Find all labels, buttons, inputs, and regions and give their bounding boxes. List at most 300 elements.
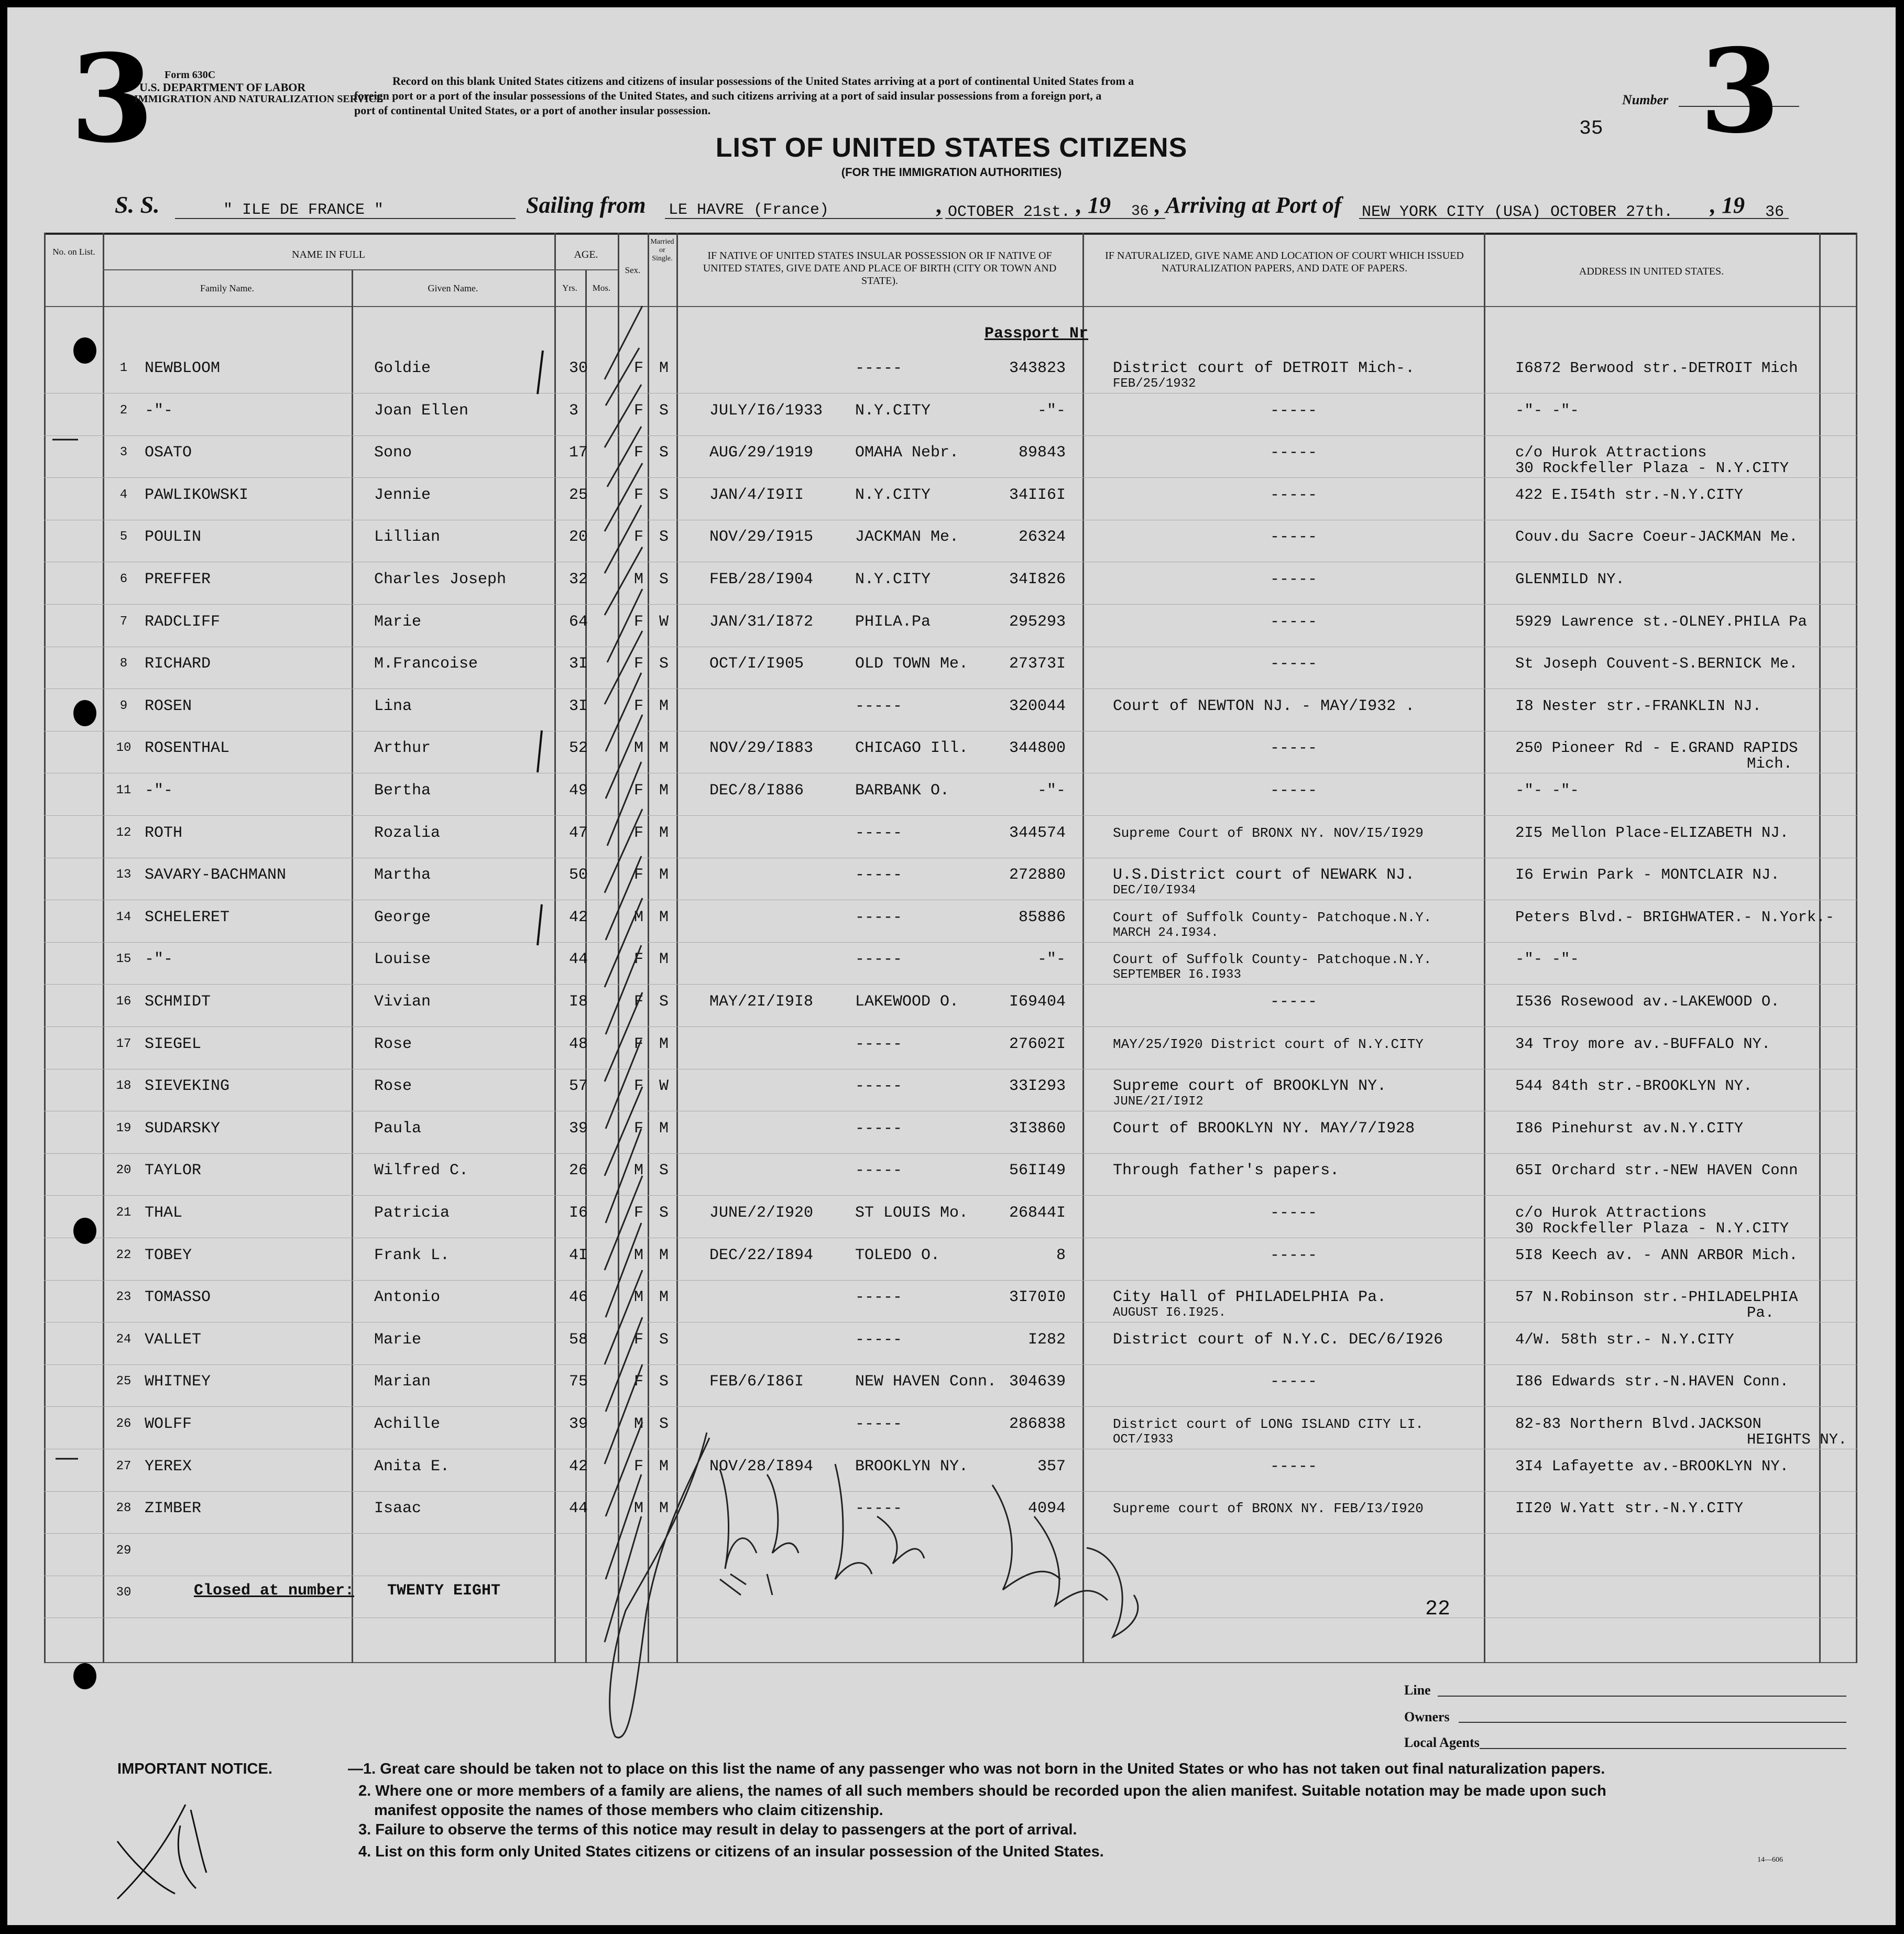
cell-no: 16 <box>116 995 132 1009</box>
cell-family: -"- <box>145 782 173 800</box>
cell-given: Vivian <box>374 993 431 1011</box>
cell-court: JUNE/2I/I9I2 <box>1113 1095 1203 1109</box>
cell-birth-place: ----- <box>855 1077 903 1096</box>
cell-family: SIEGEL <box>145 1035 202 1053</box>
cell-court: SEPTEMBER I6.I933 <box>1113 968 1241 982</box>
cell-birth-date: NOV/29/I915 <box>709 528 814 547</box>
cell-family: SCHELERET <box>145 908 230 926</box>
ss-label: S. S. <box>115 191 160 218</box>
cell-given: Rose <box>374 1077 412 1096</box>
cell-sex: M <box>634 1246 644 1264</box>
punch-hole <box>73 337 96 364</box>
cell-ms: M <box>659 824 669 842</box>
notice-item-4: 4. List on this form only United States citizens or citizens of an insular possession of the United States. <box>358 1843 1104 1860</box>
cell-family: ROSEN <box>145 697 192 715</box>
cell-birth-place: JACKMAN Me. <box>855 528 959 547</box>
col-naturalized-header: IF NATURALIZED, GIVE NAME AND LOCATION OF COURT WHICH ISSUED NATURALIZATION PAPERS, AND DATE OF PAPERS. <box>1105 250 1464 274</box>
form-title: LIST OF UNITED STATES CITIZENS <box>715 133 1188 163</box>
cell-birth-date: JULY/I6/1933 <box>709 401 823 420</box>
cell-address: 57 N.Robinson str.-PHILADELPHIA <box>1515 1288 1798 1306</box>
cell-given: Sono <box>374 444 412 462</box>
cell-family: RICHARD <box>145 655 211 673</box>
cell-court: ----- <box>1270 993 1318 1011</box>
cell-birth-place: ----- <box>855 908 903 926</box>
cell-passport: 27602I <box>1009 1035 1066 1053</box>
cell-birth-place: ----- <box>855 1162 903 1180</box>
cell-birth-place: OLD TOWN Me. <box>855 655 969 673</box>
cell-passport: 272880 <box>1009 866 1066 884</box>
cell-age: 42 <box>569 908 588 926</box>
cell-family: SUDARSKY <box>145 1119 221 1138</box>
cell-sex: F <box>634 1204 644 1222</box>
cell-birth-place: ----- <box>855 1035 903 1053</box>
cell-court: Supreme Court of BRONX NY. NOV/I5/I929 <box>1113 825 1424 841</box>
footer-owners-label: Owners <box>1404 1709 1450 1724</box>
cell-birth-place: ----- <box>855 1500 903 1518</box>
cell-address: Couv.du Sacre Coeur-JACKMAN Me. <box>1515 528 1798 546</box>
footer-agents-label: Local Agents <box>1404 1735 1480 1750</box>
manifest-sheet: 3 Form 630C U.S. DEPARTMENT OF LABOR IMMIGRATION AND NATURALIZATION SERVICE Record on this blank United States citizens and citizens of insular possessions of the United States arriving at a port of continental United States from a foreign port or a port of the insular possessions of the United States, and such citizens arriving at a port of said insular possessions from a foreign port, a port of continental United States, or a port of another insular possession. Number 3 35 LIST OF UNITED STATES CITIZENS (FOR THE IMMIGRATION AUTHORITIES) S. S. " ILE DE FRANCE " Sailing from LE HAVRE (France) , OCTOBER 21st. , 19 36 , Arriving at Port of NEW YORK CITY (USA) OCTOBER 27th. , 19 36 No. on List. NAME IN FULL Family Name. Given Name. AGE. Yrs. Mos. Sex. Married or Single. IF NATIVE OF UNITED STATES INSULAR POSSESSION OR IF NATIVE OF UNITED STATES, GIVE DATE AND PLACE OF BIRTH (CITY OR TOWN AND STATE). IF NATURALIZED, GIVE NAME AND LOCATION OF COURT WHICH ISSUED NATURALIZATION PAPERS, AND DATE OF PAPERS. ADDRESS IN UNITED STATES. Passport Nr 1 NEWBLOOM Goldie 30 F M ----- 343823 District court of DETROIT Mich-. FEB/25/1932 I6872 Berwood str.-DETROIT Mich 2 -"- Joan Ellen 3 F S JULY/I6/1933 N.Y.CITY -"- ----- -"- -"- 3 OSATO Sono 17 F S AUG/29/1919 OMAHA Nebr. 89843 ----- c/o Hurok Attractions 30 Rockfeller Plaza - N.Y.CITY 4 PAWLIKOWSKI Jennie 25 F S JAN/4/I9II N.Y.CITY 34II6I ----- 422 E.I54th str.-N.Y.CITY 5 POULIN Lillian 20 F S NOV/29/I915 JACKMAN Me. 26324 ----- Couv.du Sacre Coeur-JACKMAN Me. 6 PREFFER Charles Joseph 32 M S FEB/28/I904 N.Y.CITY 34I826 ----- GLENMILD NY. 7 RADCLIFF Marie 64 F W JAN/31/I872 PHILA.Pa 295293 ----- 5929 Lawrence st.-OLNEY.PHILA Pa 8 RICHARD M.Francoise 3I F S OCT/I/I905 OLD TOWN Me. 27373I ----- St Joseph Couvent-S.BERNICK Me. 9 ROSEN Lina 3I F M ----- 320044 Court of NEWTON NJ. - MAY/I932 . I8 Nester str.-FRANKLIN NJ. 10 ROSENTHAL Arthur 52 M M NOV/29/I883 CHICAGO Ill. 344800 ----- 250 Pioneer Rd - E.GRAND RAPIDS Mich. 11 -"- Bertha 49 F M DEC/8/I886 BARBANK O. -"- ----- -"- -"- 12 ROTH Rozalia 47 F M ----- 344574 Supreme Court of BRONX NY. NOV/I5/I929 2I5 Mellon Place-ELIZABETH NJ. 13 SAVARY-BACHMANN Martha 50 F M ----- 272880 U.S.District court of NEWARK NJ. DEC/I0/I934 I6 Erwin Park - MONTCLAIR NJ. 14 SCHELERET George 42 M M ----- 85886 Court of Suffolk County- Patchoque.N.Y. MARCH 24.I934. Peters Blvd.- BRIGHWATER.- N.York.- 15 -"- Louise 44 F M ----- -"- Court of Suffolk County- Patchoque.N.Y. SEPTEMBER I6.I933 -"- -"- 16 SCHMIDT Vivian I8 F S MAY/2I/I9I8 LAKEWOOD O. I69404 ----- I536 Rosewood av.-LAKEWOOD O. 17 SIEGEL Rose 48 F M ----- 27602I MAY/25/I920 District court of N.Y.CITY 34 Troy more av.-BUFFALO NY. 18 SIEVEKING Rose 57 F W ----- 33I293 Supreme court of BROOKLYN NY. JUNE/2I/I9I2 544 84th str.-BROOKLYN NY. 19 SUDARSKY Paula 39 F M ----- 3I3860 Court of BROOKLYN NY. MAY/7/I928 I86 Pinehurst av.N.Y.CITY 20 TAYLOR Wilfred C. 26 M S ----- 56II49 Through father's papers. 65I Orchard str.-NEW HAVEN Conn 21 THAL Patricia I6 F S JUNE/2/I920 ST LOUIS Mo. 26844I ----- c/o Hurok Attractions 30 Rockfeller Plaza - N.Y.CITY 22 TOBEY Frank L. 4I M M DEC/22/I894 TOLEDO O. 8 ----- 5I8 Keech av. - ANN ARBOR Mich. 23 TOMASSO Antonio 46 M M ----- 3I70I0 City Hall of PHILADELPHIA Pa. AUGUST I6.I925. 57 N.Robinson str.-PHILADELPHIA Pa. 24 VALLET Marie 58 F S ----- I282 District court of N.Y.C. DEC/6/I926 4/W. 58th str.- N.Y.CITY 25 WHITNEY Marian 75 F S FEB/6/I86I NEW HAVEN Conn. 304639 ----- I86 Edwards str.-N.HAVEN Conn. 26 WOLFF Achille 39 M S ----- 286838 District court of LONG ISLAND CITY LI. OCT/I933 82-83 Northern Blvd.JACKSON HEIGHTS NY. 27 YEREX Anita E. 42 F M NOV/28/I894 BROOKLYN NY. 357 ----- 3I4 Lafayette av.-BROOKLYN NY. 28 ZIMBER Isaac 44 M M ----- 4094 Supreme court of BRONX NY. FEB/I3/I920 II20 W.Yatt str.-N.Y.CITY 29 30 Closed at number: TWENTY EIGHT 22 Line Owners Local Agents IMPORTANT NOTICE. —1. Great care should be taken not to place on this list the name of any passenger who was not born in the United States or who has not taken out final naturalization papers. 2. Where one or more members of a family are aliens, the names of all such members should be recorded upon the alien manifest. Suitable notation may be made upon such manifest opposite the names of those members who claim citizenship. 3. Failure to observe the terms of this notice may result in delay to passengers at the port of arrival. 4. List on this form only United States citizens or citizens of an insular possession of the United States. 14—606 <box>7 7 1896 1925</box>
cell-ms: S <box>659 993 669 1011</box>
cell-birth-date: FEB/28/I904 <box>709 571 814 588</box>
cell-court: ----- <box>1270 486 1318 504</box>
col-age-header: AGE. <box>574 249 598 260</box>
col-name-header: NAME IN FULL <box>292 249 365 260</box>
cell-passport: 286838 <box>1009 1415 1066 1433</box>
notice-label: IMPORTANT NOTICE. <box>117 1761 272 1777</box>
cell-sex: F <box>634 486 644 504</box>
cell-passport: 295293 <box>1009 613 1066 631</box>
cell-no: 2 <box>119 403 128 418</box>
cell-age: 57 <box>569 1077 588 1096</box>
cell-court: Court of NEWTON NJ. - MAY/I932 . <box>1113 697 1415 715</box>
cell-given: Rose <box>374 1035 412 1053</box>
cell-court: ----- <box>1270 401 1318 420</box>
number-label: Number <box>1622 92 1669 107</box>
form-subtitle: (FOR THE IMMIGRATION AUTHORITIES) <box>841 166 1062 179</box>
cell-birth-place: LAKEWOOD O. <box>855 993 959 1011</box>
cell-address: I6 Erwin Park - MONTCLAIR NJ. <box>1515 866 1780 884</box>
cell-ms: S <box>659 401 669 420</box>
cell-birth-date: NOV/29/I883 <box>709 739 814 758</box>
cell-court: District court of N.Y.C. DEC/6/I926 <box>1113 1330 1443 1349</box>
cell-passport: 34I826 <box>1009 571 1066 588</box>
cell-birth-date: FEB/6/I86I <box>709 1373 804 1391</box>
sheet-number: 3 <box>1700 23 1780 159</box>
cell-birth-place: N.Y.CITY <box>855 571 931 588</box>
cell-address: 5I8 Keech av. - ANN ARBOR Mich. <box>1515 1246 1798 1264</box>
punch-hole <box>73 1663 96 1689</box>
col-family-header: Family Name. <box>200 283 254 293</box>
cell-court: OCT/I933 <box>1113 1433 1174 1447</box>
cell-ms: S <box>659 486 669 504</box>
cell-passport: 357 <box>1037 1457 1066 1476</box>
col-no-header: No. on List. <box>52 247 95 257</box>
cell-address: Peters Blvd.- BRIGHWATER.- N.York.- <box>1515 908 1835 926</box>
cell-address: I6872 Berwood str.-DETROIT Mich <box>1515 359 1798 377</box>
cell-no: 3 <box>119 445 128 460</box>
cell-family: TOBEY <box>145 1246 192 1264</box>
cell-passport: 344574 <box>1009 824 1066 842</box>
cell-ms: M <box>659 1119 669 1138</box>
cell-ms: S <box>659 1373 669 1391</box>
cell-passport: 26324 <box>1018 528 1066 547</box>
cell-no: 17 <box>116 1036 132 1051</box>
page-number: 35 <box>1579 117 1603 140</box>
cell-address: St Joseph Couvent-S.BERNICK Me. <box>1515 655 1798 673</box>
cell-court: ----- <box>1270 739 1318 758</box>
cell-family: ROSENTHAL <box>145 739 230 758</box>
cell-sex: M <box>634 1500 644 1518</box>
cell-ms: S <box>659 1162 669 1180</box>
cell-given: Isaac <box>374 1500 422 1518</box>
cell-birth-place: ----- <box>855 359 903 377</box>
cell-given: Martha <box>374 866 431 884</box>
cell-address: Mich. <box>1747 755 1793 773</box>
cell-given: Frank L. <box>374 1246 450 1264</box>
cell-family: PAWLIKOWSKI <box>145 486 249 504</box>
cell-family: SAVARY-BACHMANN <box>145 866 287 884</box>
cell-no: 22 <box>116 1248 132 1262</box>
cell-birth-date: NOV/28/I894 <box>709 1457 814 1476</box>
cell-given: Paula <box>374 1119 422 1138</box>
cell-sex: F <box>634 1457 644 1476</box>
cell-no: 30 <box>116 1586 132 1600</box>
cell-court: ----- <box>1270 613 1318 631</box>
cell-no: 25 <box>116 1374 132 1389</box>
cell-passport: -"- <box>1037 950 1066 969</box>
cell-age: 39 <box>569 1415 588 1433</box>
cell-age: 48 <box>569 1035 588 1053</box>
cell-court: City Hall of PHILADELPHIA Pa. <box>1113 1288 1387 1307</box>
cell-birth-place: ----- <box>855 1119 903 1138</box>
cell-ms: M <box>659 1246 669 1264</box>
cell-ms: S <box>659 1204 669 1222</box>
cell-ms: W <box>659 613 669 631</box>
cell-sex: F <box>634 613 644 631</box>
cell-birth-place: CHICAGO Ill. <box>855 739 969 758</box>
cell-family: POULIN <box>145 528 202 547</box>
cell-passport: I282 <box>1027 1330 1066 1349</box>
cell-sex: M <box>634 1288 644 1307</box>
cell-age: I8 <box>569 993 588 1011</box>
cell-age: 20 <box>569 528 588 547</box>
cell-court: Supreme court of BRONX NY. FEB/I3/I920 <box>1113 1501 1424 1517</box>
cell-passport: 3I70I0 <box>1009 1288 1066 1307</box>
cell-sex: F <box>634 528 644 547</box>
cell-passport: 56II49 <box>1009 1162 1066 1180</box>
cell-age: 3 <box>569 401 579 420</box>
cell-given: Achille <box>374 1415 441 1433</box>
cell-birth-place: ST LOUIS Mo. <box>855 1204 969 1222</box>
cell-ms: M <box>659 1500 669 1518</box>
tally-marks <box>7 7 1896 1925</box>
cell-family: TAYLOR <box>145 1162 202 1180</box>
departure-date: OCTOBER 21st. <box>948 203 1071 221</box>
cell-no: 6 <box>119 572 128 586</box>
cell-court: District court of LONG ISLAND CITY LI. <box>1113 1416 1424 1432</box>
cell-sex: F <box>634 1330 644 1349</box>
cell-ms: M <box>659 1288 669 1307</box>
cell-family: -"- <box>145 950 173 969</box>
cell-age: 44 <box>569 950 588 969</box>
cell-age: 30 <box>569 359 588 377</box>
cell-family: RADCLIFF <box>145 613 221 631</box>
cell-given: Rozalia <box>374 824 441 842</box>
cell-age: 39 <box>569 1119 588 1138</box>
cell-ms: W <box>659 1077 669 1096</box>
cell-age: 3I <box>569 697 588 715</box>
cell-birth-date: JAN/31/I872 <box>709 613 814 631</box>
cell-age: 46 <box>569 1288 588 1307</box>
cell-birth-date: DEC/22/I894 <box>709 1246 814 1264</box>
cell-passport: -"- <box>1037 782 1066 800</box>
cell-no: 7 <box>119 614 128 629</box>
cell-court: ----- <box>1270 1204 1318 1222</box>
cell-sex: F <box>634 782 644 800</box>
closed-label: Closed at number: <box>194 1582 355 1600</box>
cell-court: DEC/I0/I934 <box>1113 883 1196 898</box>
cell-age: 52 <box>569 739 588 758</box>
cell-ms: S <box>659 444 669 462</box>
departure-year-prefix: , 19 <box>1076 192 1111 218</box>
cell-address: I86 Pinehurst av.N.Y.CITY <box>1515 1119 1744 1137</box>
punch-hole <box>73 700 96 726</box>
cell-birth-place: ----- <box>855 866 903 884</box>
sailing-label: Sailing from <box>526 192 646 218</box>
cell-age: 50 <box>569 866 588 884</box>
cell-birth-date: MAY/2I/I9I8 <box>709 993 814 1011</box>
cell-age: 4I <box>569 1246 588 1264</box>
service-name: IMMIGRATION AND NATURALIZATION SERVICE <box>134 93 384 105</box>
punch-hole <box>73 1218 96 1244</box>
cell-family: TOMASSO <box>145 1288 211 1307</box>
cell-no: 19 <box>116 1121 132 1135</box>
departure-year: 36 <box>1131 203 1149 220</box>
cell-no: 23 <box>116 1290 132 1305</box>
cell-given: Wilfred C. <box>374 1162 469 1180</box>
cell-no: 18 <box>116 1079 132 1094</box>
cell-birth-place: BROOKLYN NY. <box>855 1457 969 1476</box>
footer-line-label: Line <box>1404 1682 1431 1698</box>
cell-sex: M <box>634 739 644 758</box>
footer-code: 14—606 <box>1757 1856 1783 1864</box>
cell-age: 25 <box>569 486 588 504</box>
cell-sex: F <box>634 655 644 673</box>
cell-ms: S <box>659 1330 669 1349</box>
cell-passport: 320044 <box>1009 697 1066 715</box>
cell-address: 65I Orchard str.-NEW HAVEN Conn <box>1515 1162 1798 1179</box>
cell-family: NEWBLOOM <box>145 359 221 377</box>
cell-sex: F <box>634 444 644 462</box>
intro-line-1: Record on this blank United States citizens and citizens of insular possessions of the United States arriving at a port of continental United States from a <box>392 74 1134 88</box>
cell-court: ----- <box>1270 571 1318 588</box>
cell-no: 26 <box>116 1417 132 1431</box>
cell-ms: M <box>659 908 669 926</box>
cell-age: 64 <box>569 613 588 631</box>
cell-birth-place: ----- <box>855 950 903 969</box>
cell-address: 250 Pioneer Rd - E.GRAND RAPIDS <box>1515 739 1798 757</box>
cell-given: Anita E. <box>374 1457 450 1476</box>
cell-family: ROTH <box>145 824 183 842</box>
cell-family: -"- <box>145 401 173 420</box>
cell-ms: M <box>659 1457 669 1476</box>
cell-sex: M <box>634 908 644 926</box>
cell-sex: F <box>634 866 644 884</box>
cell-family: WHITNEY <box>145 1373 211 1391</box>
corner-sheet-number: 3 <box>70 28 155 170</box>
cell-given: Marian <box>374 1373 431 1391</box>
cell-given: M.Francoise <box>374 655 478 673</box>
cell-no: 8 <box>119 657 128 671</box>
cell-passport: 304639 <box>1009 1373 1066 1391</box>
signature <box>610 1433 1138 1738</box>
cell-address: -"- -"- <box>1515 401 1579 419</box>
cell-court: ----- <box>1270 444 1318 462</box>
cell-birth-place: ----- <box>855 824 903 842</box>
sex-column-slashes <box>605 306 642 1642</box>
col-sex-header: Sex. <box>625 265 641 275</box>
cell-birth-place: NEW HAVEN Conn. <box>855 1373 997 1391</box>
col-address-header: ADDRESS IN UNITED STATES. <box>1579 266 1724 277</box>
cell-passport: I69404 <box>1009 993 1066 1011</box>
cell-address: 82-83 Northern Blvd.JACKSON <box>1515 1415 1761 1433</box>
cell-court: MAY/25/I920 District court of N.Y.CITY <box>1113 1036 1424 1052</box>
cell-no: 15 <box>116 952 132 967</box>
cell-passport: 4094 <box>1027 1500 1066 1518</box>
intro-line-3: port of continental United States, or a port of another insular possession. <box>354 104 711 117</box>
cell-age: I6 <box>569 1204 588 1222</box>
cell-court: District court of DETROIT Mich-. <box>1113 359 1415 377</box>
cell-no: 29 <box>116 1543 132 1558</box>
closed-value: TWENTY EIGHT <box>387 1582 501 1600</box>
cell-age: 32 <box>569 571 588 588</box>
cell-ms: M <box>659 739 669 758</box>
cell-age: 42 <box>569 1457 588 1476</box>
cell-ms: M <box>659 1035 669 1053</box>
cell-address: I8 Nester str.-FRANKLIN NJ. <box>1515 697 1761 715</box>
cell-birth-date: OCT/I/I905 <box>709 655 804 673</box>
cell-address: I536 Rosewood av.-LAKEWOOD O. <box>1515 993 1780 1010</box>
cell-given: Lillian <box>374 528 441 547</box>
cell-address: 34 Troy more av.-BUFFALO NY. <box>1515 1035 1771 1053</box>
col-yrs-header: Yrs. <box>562 283 577 293</box>
cell-sex: F <box>634 1077 644 1096</box>
cell-ms: M <box>659 866 669 884</box>
cell-family: SIEVEKING <box>145 1077 230 1096</box>
cell-family: SCHMIDT <box>145 993 211 1011</box>
cell-birth-date: JAN/4/I9II <box>709 486 804 504</box>
cell-given: Marie <box>374 613 422 631</box>
cell-birth-place: ----- <box>855 1288 903 1307</box>
cell-passport: 85886 <box>1018 908 1066 926</box>
col-given-header: Given Name. <box>428 283 478 293</box>
cell-sex: F <box>634 401 644 420</box>
cell-sex: F <box>634 1119 644 1138</box>
cell-given: Arthur <box>374 739 431 758</box>
cell-sex: F <box>634 1373 644 1391</box>
cell-birth-date: JUNE/2/I920 <box>709 1204 814 1222</box>
cell-court: ----- <box>1270 782 1318 800</box>
cell-no: 27 <box>116 1459 132 1473</box>
check-marks <box>538 351 543 945</box>
cell-court: U.S.District court of NEWARK NJ. <box>1113 866 1415 884</box>
cell-passport: 27373I <box>1009 655 1066 673</box>
arrival-port-date: NEW YORK CITY (USA) OCTOBER 27th. <box>1362 203 1673 221</box>
cell-court: ----- <box>1270 528 1318 547</box>
cell-sex: F <box>634 359 644 377</box>
cell-birth-date: AUG/29/1919 <box>709 444 814 462</box>
cell-ms: S <box>659 571 669 588</box>
intro-line-2: foreign port or a port of the insular possessions of the United States, and such citizens arriving at a port of said insular possessions from a foreign port, a <box>354 89 1102 102</box>
passport-header: Passport Nr <box>984 325 1089 343</box>
cell-no: 9 <box>119 698 128 713</box>
cell-age: 47 <box>569 824 588 842</box>
cell-passport: 89843 <box>1018 444 1066 462</box>
cell-birth-place: ----- <box>855 1330 903 1349</box>
cell-birth-place: ----- <box>855 1415 903 1433</box>
notice-item-2: 2. Where one or more members of a family are aliens, the names of all such members should be recorded upon the alien manifest. Suitable notation may be made upon such <box>358 1783 1606 1799</box>
cell-court: ----- <box>1270 1246 1318 1264</box>
cell-address: 3I4 Lafayette av.-BROOKLYN NY. <box>1515 1457 1789 1475</box>
cell-passport: 3I3860 <box>1009 1119 1066 1138</box>
cell-sex: F <box>634 1035 644 1053</box>
cell-court: Court of BROOKLYN NY. MAY/7/I928 <box>1113 1119 1415 1138</box>
cell-address: HEIGHTS NY. <box>1747 1431 1847 1448</box>
cell-family: THAL <box>145 1204 183 1222</box>
cell-sex: F <box>634 993 644 1011</box>
cell-family: YEREX <box>145 1457 192 1476</box>
cell-ms: S <box>659 1415 669 1433</box>
cell-address: c/o Hurok Attractions <box>1515 1204 1707 1221</box>
cell-address: -"- -"- <box>1515 782 1579 799</box>
cell-address: 30 Rockfeller Plaza - N.Y.CITY <box>1515 1220 1789 1237</box>
cell-court: Through father's papers. <box>1113 1162 1340 1180</box>
cell-birth-place: OMAHA Nebr. <box>855 444 959 462</box>
department-name: U.S. DEPARTMENT OF LABOR <box>139 81 306 94</box>
cell-age: 44 <box>569 1500 588 1518</box>
cell-passport: 344800 <box>1009 739 1066 758</box>
cell-address: GLENMILD NY. <box>1515 571 1625 588</box>
cell-no: 12 <box>116 825 132 840</box>
cell-court: FEB/25/1932 <box>1113 377 1196 391</box>
cell-given: Antonio <box>374 1288 441 1307</box>
notice-item-2-cont: manifest opposite the names of those members who claim citizenship. <box>374 1802 883 1819</box>
cell-birth-place: ----- <box>855 697 903 715</box>
cell-ms: M <box>659 782 669 800</box>
cell-age: 58 <box>569 1330 588 1349</box>
cell-given: Joan Ellen <box>374 401 469 420</box>
cell-sex: M <box>634 1415 644 1433</box>
cell-given: Goldie <box>374 359 431 377</box>
cell-court: Court of Suffolk County- Patchoque.N.Y. <box>1113 909 1432 925</box>
cell-sex: F <box>634 697 644 715</box>
cell-given: Bertha <box>374 782 431 800</box>
cell-age: 3I <box>569 655 588 673</box>
cell-family: PREFFER <box>145 571 211 588</box>
page-count: 22 <box>1425 1598 1451 1621</box>
cell-address: Pa. <box>1747 1304 1775 1322</box>
cell-given: Patricia <box>374 1204 450 1222</box>
cell-court: Court of Suffolk County- Patchoque.N.Y. <box>1113 952 1432 968</box>
departure-port: LE HAVRE (France) <box>669 201 829 219</box>
cell-court: ----- <box>1270 655 1318 673</box>
cell-address: 544 84th str.-BROOKLYN NY. <box>1515 1077 1753 1095</box>
cell-ms: S <box>659 655 669 673</box>
cell-given: Marie <box>374 1330 422 1349</box>
cell-address: 5929 Lawrence st.-OLNEY.PHILA Pa <box>1515 613 1807 630</box>
cell-address: 4/W. 58th str.- N.Y.CITY <box>1515 1330 1734 1348</box>
